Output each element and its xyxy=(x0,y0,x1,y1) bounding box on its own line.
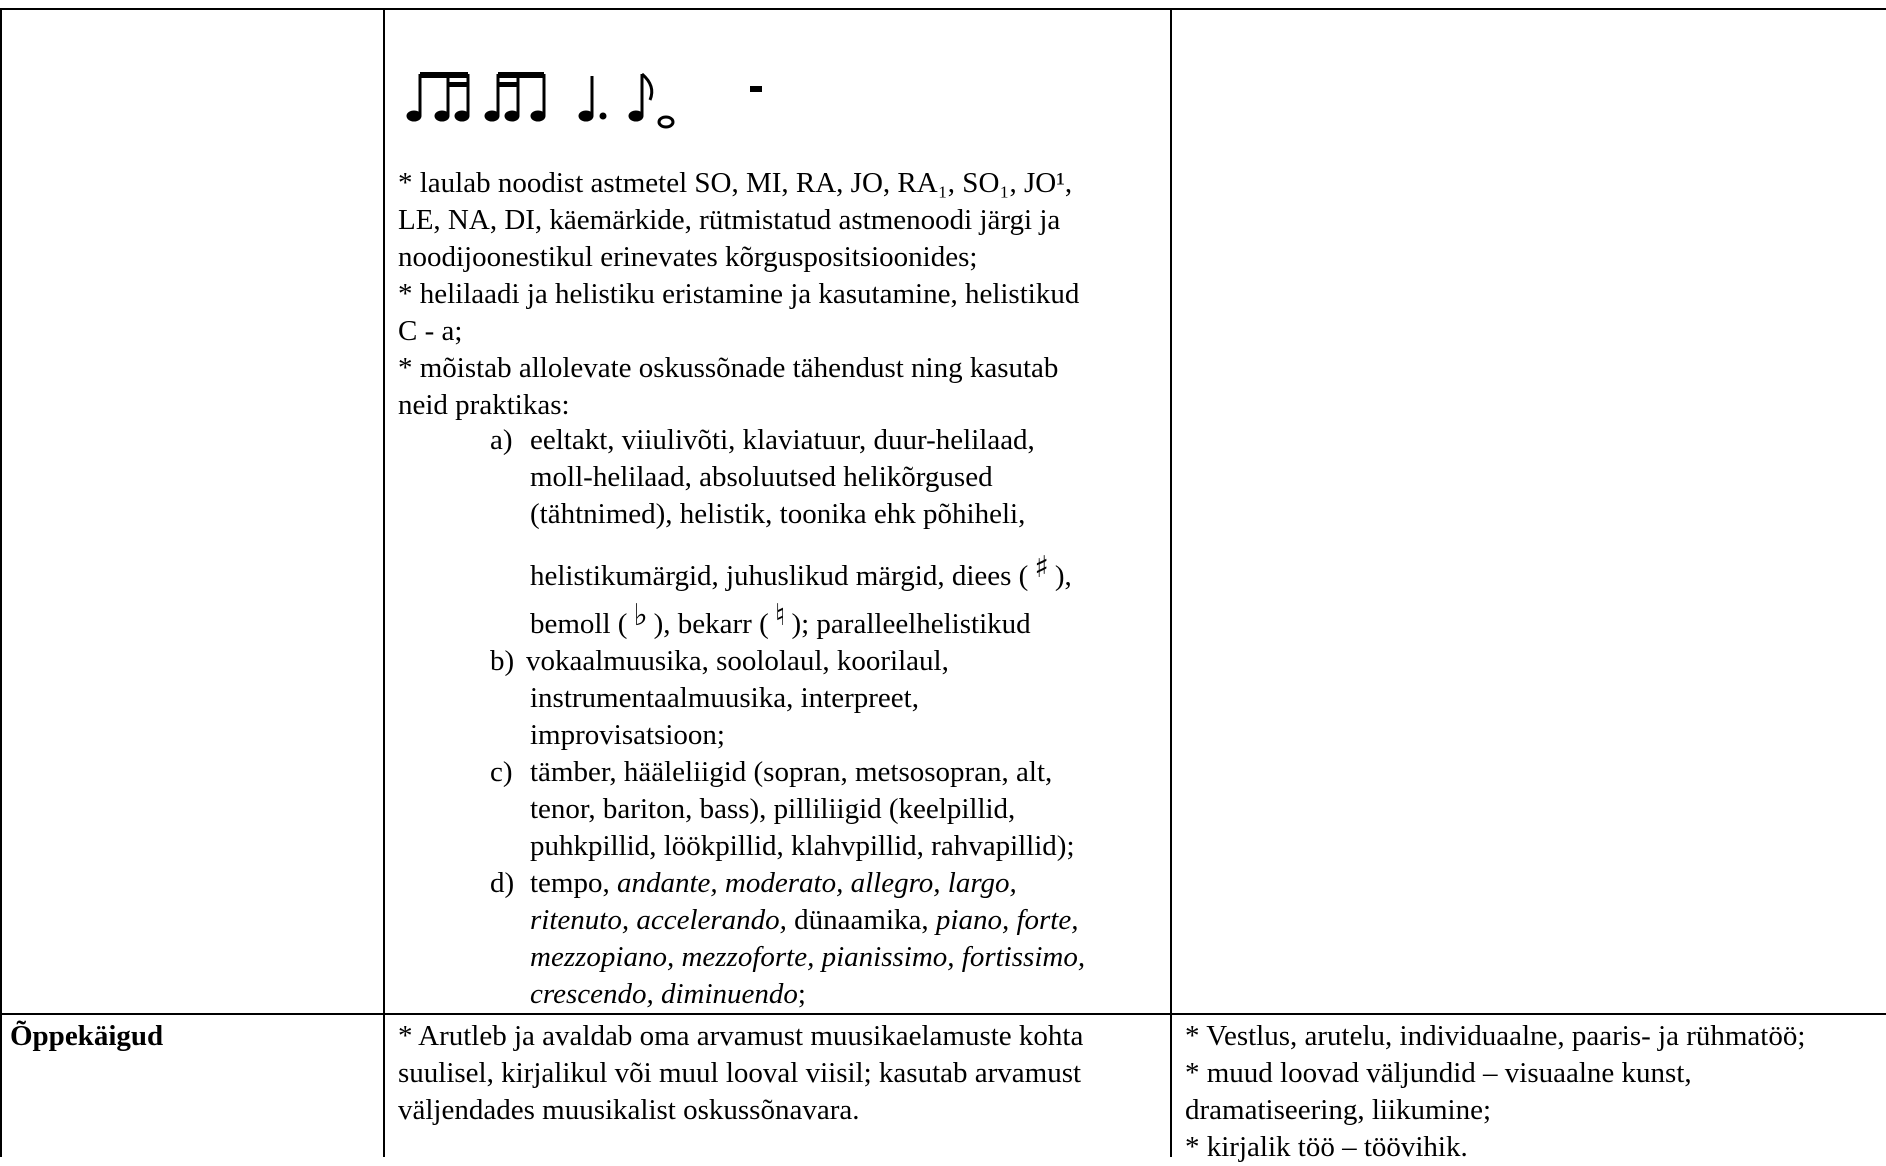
bottom-middle-cell xyxy=(398,1018,1168,1129)
flat-icon: ♭ xyxy=(633,598,648,633)
bottom-middle-line: * Arutleb ja avaldab oma arvamust muusikaelamuste kohta xyxy=(398,1020,1084,1052)
key-line-2: C - a; xyxy=(398,315,463,347)
list-d-italic: crescendo, diminuendo xyxy=(530,978,798,1010)
row-header-oppekaigud: Õppekäigud xyxy=(10,1020,164,1052)
list-a-text: ), xyxy=(1054,560,1072,592)
list-a-text: bemoll ( xyxy=(530,608,628,640)
list-item-d xyxy=(490,865,1170,1013)
list-a-line: moll-helilaad, absoluutsed helikõrgused xyxy=(530,461,993,493)
solfege-line-2: LE, NA, DI, käemärkide, rütmistatud astmenoodi järgi ja xyxy=(398,204,1061,236)
list-d-line xyxy=(530,976,1170,1013)
table-top-border xyxy=(0,8,1886,10)
list-c-line: tämber, hääleliigid (sopran, metsosopran, alt, xyxy=(530,756,1053,788)
list-b-line: vokaalmuusika, soololaul, koorilaul, xyxy=(526,645,949,677)
table-row-divider xyxy=(0,1013,1886,1015)
list-item-c xyxy=(490,754,1170,865)
list-d-italic: andante, moderato, allegro, largo, xyxy=(617,867,1017,899)
terms-line-2: neid praktikas: xyxy=(398,389,570,421)
list-a-line xyxy=(530,597,1170,643)
list-label-b: b) xyxy=(490,645,515,677)
list-b-line: instrumentaalmuusika, interpreet, xyxy=(530,682,919,714)
list-label-d: d) xyxy=(490,867,515,899)
bottom-middle-line: väljendades muusikalist oskussõnavara. xyxy=(398,1094,860,1126)
list-c-line: tenor, bariton, bass), pilliliigid (keelpillid, xyxy=(530,793,1016,825)
list-d-text: dünaamika, xyxy=(786,904,936,936)
list-b-line: improvisatsioon; xyxy=(530,719,725,751)
bottom-right-line: * kirjalik töö – töövihik. xyxy=(1185,1131,1468,1163)
bottom-middle-line: suulisel, kirjalikul või muul looval viisil; kasutab arvamust xyxy=(398,1057,1082,1089)
list-d-italic: ritenuto, accelerando, xyxy=(530,904,787,936)
rhythm-notes-icon xyxy=(400,60,860,130)
list-a-text: helistikumärgid, juhuslikud märgid, diees ( xyxy=(530,560,1029,592)
list-item-b xyxy=(490,643,1170,754)
bottom-right-line: dramatiseering, liikumine; xyxy=(1185,1094,1492,1126)
solfege-paragraph xyxy=(398,165,1168,424)
list-label-c: c) xyxy=(490,756,513,788)
list-a-text: ); paralleelhelistikud xyxy=(791,608,1031,640)
list-a-line xyxy=(530,549,1170,595)
terms-list xyxy=(490,422,1170,1013)
bottom-right-cell xyxy=(1185,1018,1885,1166)
list-c-line: puhkpillid, löökpillid, klahvpillid, rahvapillid); xyxy=(530,830,1075,862)
list-d-line xyxy=(530,865,1170,902)
list-d-text: ; xyxy=(797,978,806,1010)
list-label-a: a) xyxy=(490,424,513,456)
list-a-text: ), bekarr ( xyxy=(653,608,769,640)
list-d-italic: piano, forte, xyxy=(935,904,1079,936)
table-col-divider-2 xyxy=(1170,8,1172,1157)
list-a-line: (tähtnimed), helistik, toonika ehk põhiheli, xyxy=(530,498,1026,530)
list-d-text: tempo, xyxy=(530,867,617,899)
list-item-a xyxy=(490,422,1170,643)
solfege-line-3: noodijoonestikul erinevates kõrguspositsioonides; xyxy=(398,241,978,273)
list-d-italic: mezzopiano, mezzoforte, pianissimo, fortissimo, xyxy=(530,941,1086,973)
terms-line-1: * mõistab allolevate oskussõnade tähendust ning kasutab xyxy=(398,352,1059,384)
key-line-1: * helilaadi ja helistiku eristamine ja kasutamine, helistikud xyxy=(398,278,1080,310)
list-d-line xyxy=(530,939,1170,976)
table-col-divider-1 xyxy=(383,8,385,1157)
list-d-line xyxy=(530,902,1170,939)
table-left-border xyxy=(0,8,2,1157)
bottom-right-line: * muud loovad väljundid – visuaalne kunst, xyxy=(1185,1057,1692,1089)
list-a-line: eeltakt, viiulivõti, klaviatuur, duur-helilaad, xyxy=(530,424,1035,456)
natural-icon: ♮ xyxy=(774,598,786,633)
solfege-line-1: * laulab noodist astmetel SO, MI, RA, JO, RA₁, SO₁, JO¹, xyxy=(398,167,1073,199)
sharp-icon: ♯ xyxy=(1034,550,1049,585)
bottom-right-line: * Vestlus, arutelu, individuaalne, paaris- ja rühmatöö; xyxy=(1185,1020,1806,1052)
